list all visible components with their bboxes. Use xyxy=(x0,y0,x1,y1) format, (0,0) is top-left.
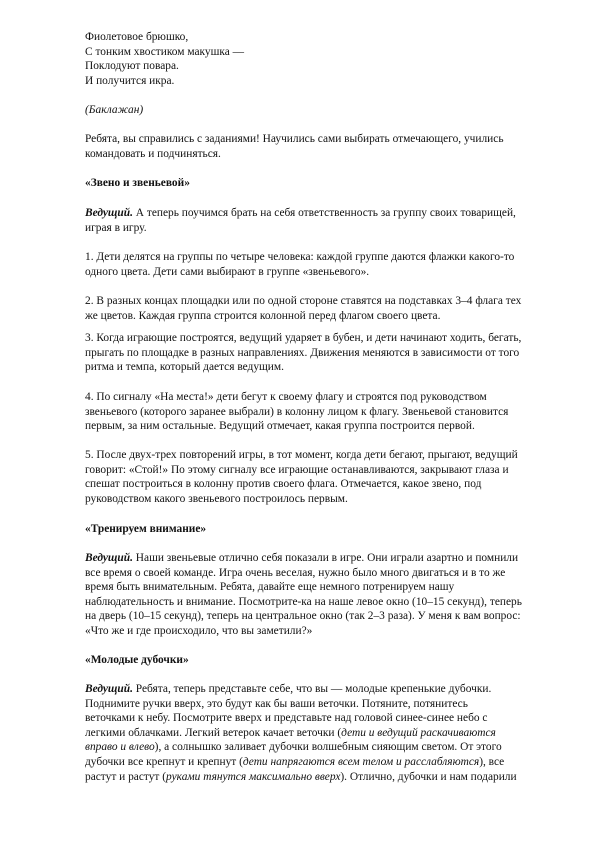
speaker-label: Ведущий. xyxy=(85,552,133,564)
poem-line: Поклодуют повара. xyxy=(85,60,179,73)
section-title-oaks: «Молодые дубочки» xyxy=(85,654,189,666)
poem-line: И получится икра. xyxy=(85,74,175,87)
rule-4: 4. По сигналу «На места!» дети бегут к своему флагу и строятся под руководством звеньевого (которого заранее выбрали) в колонну лицом к флагу. Звеньевой становится первым, за ним остальные. Ведущий отмечает, какая группа построится первой. xyxy=(85,391,509,433)
poem-line: С тонким хвостиком макушка — xyxy=(85,45,245,58)
poem-line: Фиолетовое брюшко, xyxy=(85,31,189,43)
section-title-zveno: «Звено и звеньевой» xyxy=(85,177,190,189)
praise-paragraph: Ребята, вы справились с заданиями! Научились сами выбирать отмечающего, учились командовать и подчиняться. xyxy=(85,133,504,160)
riddle-answer: (Баклажан) xyxy=(85,104,144,116)
poem xyxy=(85,30,550,88)
speaker-label: Ведущий. xyxy=(85,683,133,695)
rule-1: 1. Дети делятся на группы по четыре человека: каждой группе даются флажки какого-то одного цвета. Дети сами выбирают в группе «звеньевого». xyxy=(85,251,515,278)
attention-paragraph: Ведущий. Наши звеньевые отлично себя показали в игре. Они играли азартно и помнили все время о своей команде. Игра очень веселая, нужно было много двигаться и в то же время быть внимательным. Ребята, давайте еще немного потренируем нашу наблюдательность и внимание. Посмотрите-ка на наше левое окно (10–15 секунд), теперь на дверь (10–15 секунд), теперь на центральное окно (так 2–3 раза). У меня к вам вопрос: «Что же и где происходило, что вы заметили?» xyxy=(85,552,522,637)
rule-2: 2. В разных концах площадки или по одной стороне ставятся на подставках 3–4 флага тех же цветов. Каждая группа строится колонной перед флагом своего цвета. xyxy=(85,295,522,322)
rule-3: 3. Когда играющие построятся, ведущий ударяет в бубен, и дети начинают ходить, бегать, прыгать по площадке в разных направлениях. Движения меняются в зависимости от того ритма и темпа, который дается ведущим. xyxy=(85,332,522,374)
speaker-label: Ведущий. xyxy=(85,207,133,219)
intro-paragraph: Ведущий. А теперь поучимся брать на себя ответственность за группу своих товарищей, играя в игру. xyxy=(85,207,516,234)
rule-5: 5. После двух-трех повторений игры, в тот момент, когда дети бегают, прыгают, ведущий говорит: «Стой!» По этому сигналу все играющие останавливаются, закрывают глаза и спешат построиться в колонну против своего флага. Отмечается, какое звено, под руководством какого звеньевого построилось первым. xyxy=(85,449,518,505)
oaks-paragraph: Ведущий. Ребята, теперь представьте себе, что вы — молодые крепенькие дубочки. Поднимите ручки вверх, это будут как бы ваши веточки. Потяните, потянитесь веточками к небу. Посмотрите вверх и представьте над головой синее-синее небо с легкими облачками. Легкий ветерок качает веточки (дети и ведущий раскачиваются вправо и влево), а солнышко заливает дубочки волшебным сияющим светом. От этого дубочки все крепнут и крепнут (дети напрягаются всем телом и расслабляются), все растут и растут (руками тянутся максимально вверх). Отлично, дубочки и нам подарили xyxy=(85,683,517,783)
section-title-attention: «Тренируем внимание» xyxy=(85,523,207,535)
